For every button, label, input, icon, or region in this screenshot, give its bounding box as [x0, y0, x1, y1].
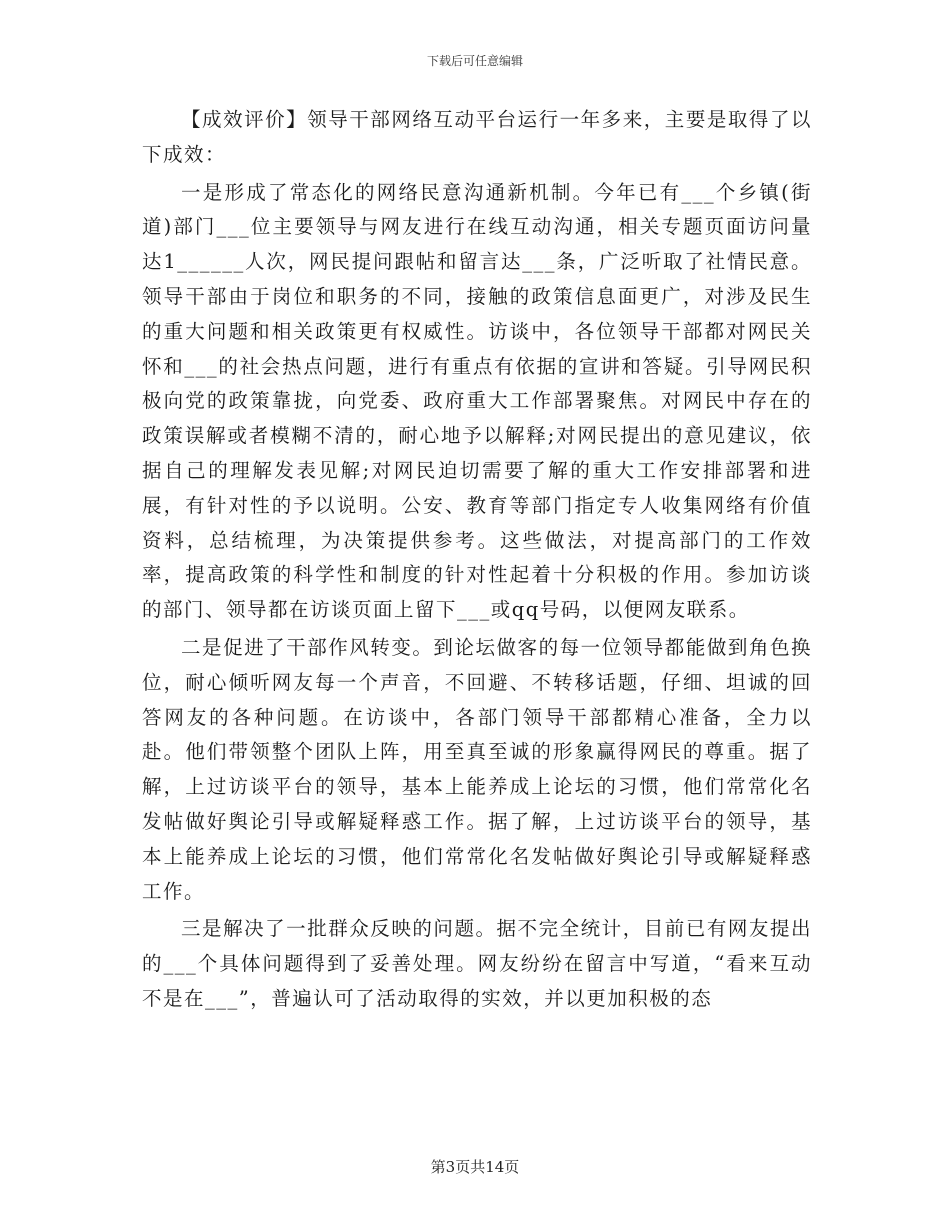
- paragraph-point-two: 二是促进了干部作风转变。到论坛做客的每一位领导都能做到角色换位，耐心倾听网友每一个声音，不回避、不转移话题，仔细、坦诚的回答网友的各种问题。在访谈中，各部门领导干部都精心准备，全力以赴。他们带领整个团队上阵，用至真至诚的形象赢得网民的尊重。据了解，上过访谈平台的领导，基本上能养成上论坛的习惯，他们常常化名发帖做好舆论引导或解疑释惑工作。据了解，上过访谈平台的领导，基本上能养成上论坛的习惯，他们常常化名发帖做好舆论引导或解疑释惑工作。: [142, 635, 812, 903]
- paragraph-point-one: 一是形成了常态化的网络民意沟通新机制。今年已有___个乡镇(街道)部门___位主要领导与网友进行在线互动沟通，相关专题页面访问量达1______人次，网民提问跟帖和留言达___条，广泛听取了社情民意。领导干部由于岗位和职务的不同，接触的政策信息面更广，对涉及民生的重大问题和相关政策更有权威性。访谈中，各位领导干部都对网民关怀和___的社会热点问题，进行有重点有依据的宣讲和答疑。引导网民积极向党的政策靠拢，向党委、政府重大工作部署聚焦。对网民中存在的政策误解或者模糊不清的，耐心地予以解释;对网民提出的意见建议，依据自己的理解发表见解;对网民迫切需要了解的重大工作安排部署和进展，有针对性的予以说明。公安、教育等部门指定专人收集网络有价值资料，总结梳理，为决策提供参考。这些做法，对提高部门的工作效率，提高政策的科学性和制度的针对性起着十分积极的作用。参加访谈的部门、领导都在访谈页面上留下___或qq号码，以便网友联系。: [142, 180, 812, 622]
- page-number-footer: 第3页共14页: [430, 1158, 520, 1176]
- paragraph-point-three: 三是解决了一批群众反映的问题。据不完全统计，目前已有网友提出的___个具体问题得到了妥善处理。网友纷纷在留言中写道，“看来互动不是在___”，普遍认可了活动取得的实效，并以更加积极的态: [142, 917, 812, 1010]
- page-header-note: 下载后可任意编辑: [426, 54, 523, 68]
- document-body: [142, 103, 812, 1017]
- paragraph-evaluation-intro: 【成效评价】领导干部网络互动平台运行一年多来，主要是取得了以下成效：: [142, 108, 812, 166]
